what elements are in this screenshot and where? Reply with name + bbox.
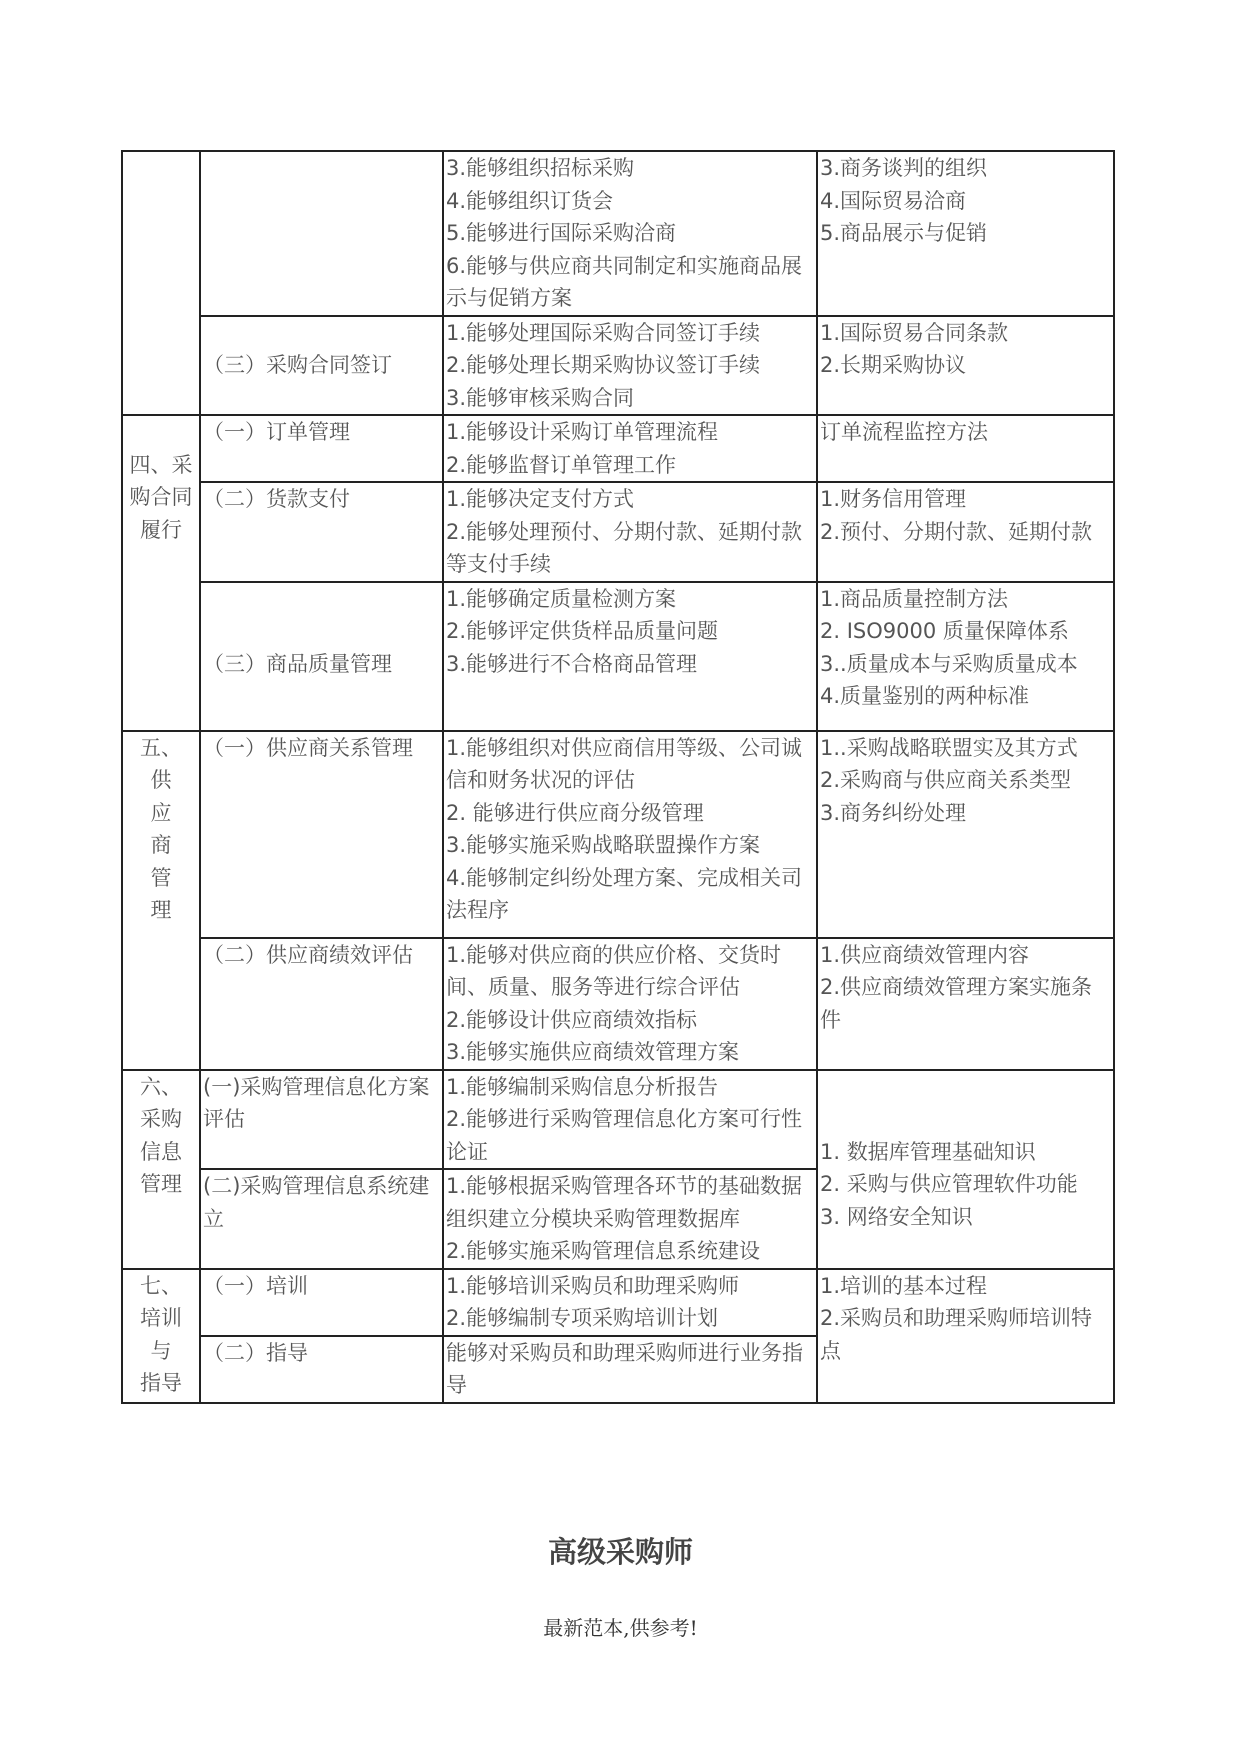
- cell-line: 4.国际贸易洽商: [820, 188, 967, 213]
- knowledge-cell: [817, 482, 1114, 582]
- skills-cell: [443, 151, 817, 316]
- cell-line: 1.能够组织对供应商信用等级、公司诚信和财务状况的评估: [446, 735, 803, 792]
- module-cell: [200, 1269, 443, 1336]
- cell-line: 3..质量成本与采购质量成本: [820, 651, 1078, 676]
- cell-line: 4.质量鉴别的两种标准: [820, 684, 1030, 708]
- module-label: （一）供应商关系管理: [203, 735, 413, 760]
- module-cell: [200, 316, 443, 416]
- section-cell: [122, 731, 200, 1070]
- cell-line: 1..采购战略联盟实及其方式: [820, 735, 1078, 760]
- cell-line: 2.能够处理长期采购协议签订手续: [446, 353, 761, 377]
- cell-line: 1. 数据库管理基础知识: [820, 1139, 1036, 1164]
- module-label: （一）订单管理: [203, 420, 350, 444]
- section-cell: [122, 415, 200, 731]
- cell-line: 应: [150, 800, 172, 825]
- cell-line: 指导: [140, 1371, 182, 1395]
- cell-line: 2.供应商绩效管理方案实施条件: [820, 975, 1093, 1032]
- cell-line: 6.能够与供应商共同制定和实施商品展示与促销方案: [446, 253, 803, 310]
- module-cell: [200, 582, 443, 731]
- cell-line: 供: [150, 768, 172, 792]
- knowledge-cell: [817, 415, 1114, 482]
- footer-note: 最新范本,供参考!: [543, 1616, 698, 1640]
- cell-line: 采购: [140, 1107, 182, 1131]
- module-label: （三）商品质量管理: [203, 651, 392, 676]
- skill-standard-table: [121, 150, 1115, 1404]
- cell-line: 能够对采购员和助理采购师进行业务指导: [446, 1340, 803, 1397]
- knowledge-cell: [817, 731, 1114, 938]
- cell-line: 1.能够对供应商的供应价格、交货时间、质量、服务等进行综合评估: [446, 942, 782, 999]
- cell-line: 3.商务谈判的组织: [820, 156, 988, 180]
- cell-line: 2. ISO9000 质量保障体系: [820, 619, 1069, 643]
- cell-line: 订单流程监控方法: [820, 420, 988, 444]
- skills-cell: [443, 1269, 817, 1336]
- cell-line: 4.能够制定纠纷处理方案、完成相关司法程序: [446, 865, 803, 922]
- table-row: [122, 316, 1114, 416]
- cell-line: 2.能够处理预付、分期付款、延期付款等支付手续: [446, 519, 803, 576]
- module-cell: [200, 1336, 443, 1403]
- module-label: （二）指导: [203, 1340, 308, 1365]
- module-cell: [200, 1169, 443, 1269]
- module-cell: [200, 1070, 443, 1170]
- skills-cell: [443, 415, 817, 482]
- cell-line: 六、: [140, 1074, 182, 1099]
- table-row: [122, 731, 1114, 938]
- section-cell: [122, 1269, 200, 1403]
- cell-line: 2. 能够进行供应商分级管理: [446, 800, 704, 825]
- skills-cell: [443, 938, 817, 1070]
- cell-line: 1.能够编制采购信息分析报告: [446, 1074, 719, 1099]
- table-row: [122, 938, 1114, 1070]
- cell-line: 2.采购员和助理采购师培训特点: [820, 1306, 1093, 1363]
- cell-line: 4.能够组织订货会: [446, 188, 614, 213]
- cell-line: 2.能够实施采购管理信息系统建设: [446, 1239, 761, 1263]
- section-title: 高级采购师: [547, 1535, 693, 1569]
- cell-line: 2.预付、分期付款、延期付款: [820, 519, 1093, 544]
- skills-cell: [443, 482, 817, 582]
- cell-line: 信息: [140, 1139, 182, 1164]
- cell-line: 理: [150, 898, 172, 922]
- skills-cell: [443, 1336, 817, 1403]
- cell-line: 1.能够培训采购员和助理采购师: [446, 1273, 740, 1298]
- cell-line: 2.能够评定供货样品质量问题: [446, 619, 719, 643]
- module-label: (二)采购管理信息系统建立: [203, 1174, 430, 1231]
- cell-line: 与: [150, 1338, 172, 1363]
- cell-line: 1.能够确定质量检测方案: [446, 586, 677, 611]
- knowledge-cell: [817, 316, 1114, 416]
- module-label: （三）采购合同签订: [203, 353, 392, 377]
- cell-line: 2.能够编制专项采购培训计划: [446, 1306, 719, 1330]
- skills-cell: [443, 316, 817, 416]
- knowledge-cell: [817, 1070, 1114, 1269]
- cell-line: 3.能够审核采购合同: [446, 385, 635, 410]
- module-cell: [200, 938, 443, 1070]
- cell-line: 培训: [140, 1306, 182, 1330]
- table-row: [122, 415, 1114, 482]
- module-cell: [200, 415, 443, 482]
- cell-line: 5.商品展示与促销: [820, 221, 988, 245]
- skills-cell: [443, 1169, 817, 1269]
- cell-line: 管理: [140, 1172, 182, 1196]
- table-row: [122, 582, 1114, 731]
- cell-line: 3.能够实施供应商绩效管理方案: [446, 1040, 740, 1064]
- table-row: [122, 1269, 1114, 1336]
- module-label: （二）货款支付: [203, 487, 350, 511]
- cell-line: 2.能够监督订单管理工作: [446, 452, 677, 477]
- cell-line: 2. 采购与供应管理软件功能: [820, 1172, 1078, 1196]
- cell-line: 5.能够进行国际采购洽商: [446, 221, 677, 245]
- skills-cell: [443, 731, 817, 938]
- section-label: 四、采购合同履行: [129, 452, 193, 542]
- table-row: [122, 1070, 1114, 1170]
- module-label: (一)采购管理信息化方案评估: [203, 1074, 430, 1131]
- knowledge-cell: [817, 1269, 1114, 1403]
- table-row: [122, 151, 1114, 316]
- cell-line: 3.能够组织招标采购: [446, 156, 635, 180]
- cell-line: 2.采购商与供应商关系类型: [820, 768, 1072, 792]
- cell-line: 2.长期采购协议: [820, 353, 967, 377]
- cell-line: 1.财务信用管理: [820, 487, 967, 511]
- cell-line: 3.商务纠纷处理: [820, 800, 967, 825]
- section-cell: [122, 151, 200, 415]
- cell-line: 1.能够决定支付方式: [446, 487, 635, 511]
- knowledge-cell: [817, 938, 1114, 1070]
- cell-line: 商: [150, 833, 172, 857]
- cell-line: 1.国际贸易合同条款: [820, 320, 1009, 345]
- table-row: [122, 482, 1114, 582]
- cell-line: 1.能够处理国际采购合同签订手续: [446, 320, 761, 345]
- cell-line: 五、: [140, 735, 182, 760]
- cell-line: 3.能够实施采购战略联盟操作方案: [446, 833, 761, 857]
- skills-cell: [443, 1070, 817, 1170]
- cell-line: 2.能够进行采购管理信息化方案可行性论证: [446, 1107, 803, 1164]
- module-label: （一）培训: [203, 1273, 308, 1298]
- section-cell: [122, 1070, 200, 1269]
- cell-line: 1.能够根据采购管理各环节的基础数据组织建立分模块采购管理数据库: [446, 1174, 803, 1231]
- cell-line: 1.商品质量控制方法: [820, 586, 1009, 611]
- module-cell: [200, 482, 443, 582]
- cell-line: 1.供应商绩效管理内容: [820, 942, 1030, 967]
- knowledge-cell: [817, 151, 1114, 316]
- cell-line: 2.能够设计供应商绩效指标: [446, 1007, 698, 1032]
- cell-line: 1.培训的基本过程: [820, 1273, 988, 1298]
- knowledge-cell: [817, 582, 1114, 731]
- cell-line: 3.能够进行不合格商品管理: [446, 651, 698, 676]
- module-cell: [200, 151, 443, 316]
- skills-cell: [443, 582, 817, 731]
- cell-line: 1.能够设计采购订单管理流程: [446, 420, 719, 444]
- cell-line: 管: [150, 865, 172, 890]
- cell-line: 3. 网络安全知识: [820, 1204, 973, 1229]
- module-cell: [200, 731, 443, 938]
- cell-line: 七、: [140, 1273, 182, 1298]
- module-label: （二）供应商绩效评估: [203, 942, 413, 967]
